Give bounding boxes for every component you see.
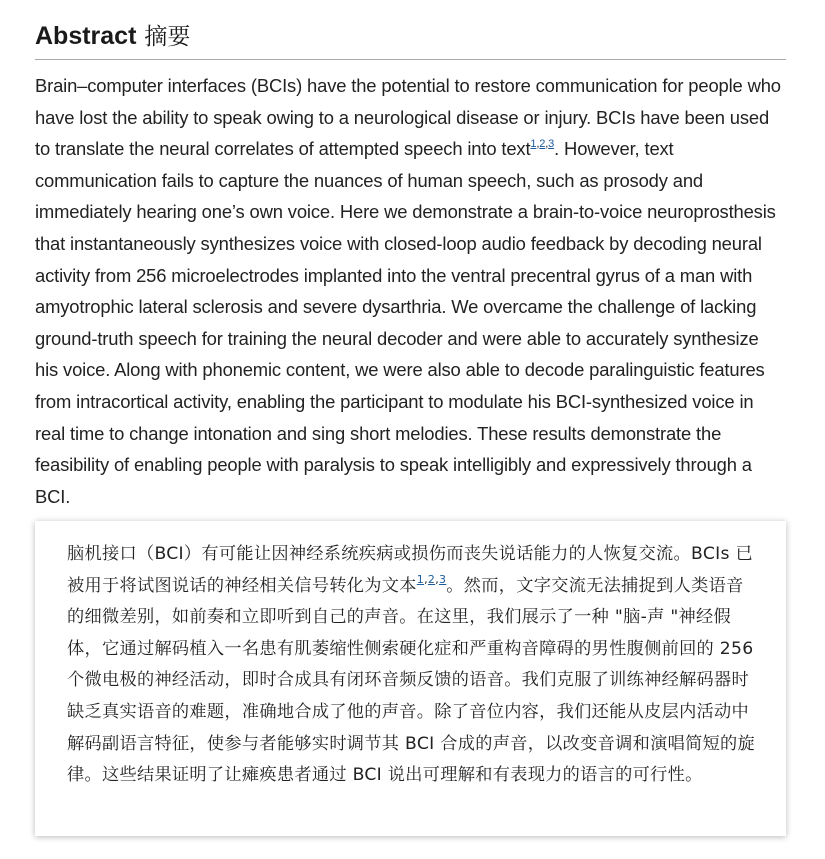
abstract-english-text-part2: . However, text communication fails to capture the nuances of human speech, such as prosody and immediately hearing one’s own voice. Here we demonstrate a brain-to-voice neuroprosthesis that instantaneously synthesizes voice with closed-loop audio feedback by decoding neural activity from 256 microelectrodes implanted into the ventral precentral gyrus of a man with amyotrophic lateral sclerosis and severe dysarthria. We overcame the challenge of lacking ground-truth speech for training the neural decoder and were able to accurately synthesize his voice. Along with phonemic content, we were also able to decode paralinguistic features from intracortical activity, enabling the participant to modulate his BCI-synthesized voice in real time to change intonation and sing short melodies. These results demonstrate the feasibility of enabling people with paralysis to speak intelligibly and expressively through a BCI. — [35, 138, 776, 507]
abstract-heading-english: Abstract — [35, 22, 137, 50]
chinese-reference-link-2[interactable]: 2 — [427, 572, 436, 586]
abstract-english-text-part1: Brain–computer interfaces (BCIs) have the potential to restore communication for people who have lost the ability to speak owing to a neurological disease or injury. BCIs have been used to translate the neural correlates of attempted speech into text — [35, 75, 781, 160]
abstract-heading — [35, 0, 786, 60]
abstract-english-paragraph — [35, 70, 786, 512]
chinese-reference-link-1[interactable]: 1 — [416, 572, 425, 586]
abstract-heading-chinese: 摘要 — [144, 24, 191, 50]
abstract-chinese-text-part2: 。然而，文字交流无法捕捉到人类语音的细微差别，如前奏和立即听到自己的声音。在这里，我们展示了一种 "脑-声 "神经假体，它通过解码植入一名患有肌萎缩性侧索硬化症和严重构音障碍的男性腹侧前回的 256 个微电极的神经活动，即时合成具有闭环音频反馈的语音。我们克服了训练神经解码器时缺乏真实语音的难题，准确地合成了他的声音。除了音位内容，我们还能从皮层内活动中解码副语言特征，使参与者能够实时调节其 BCI 合成的声音，以改变音调和演唱简短的旋律。这些结果证明了让瘫痪患者通过 BCI 说出可理解和有表现力的语言的可行性。 — [67, 575, 756, 786]
abstract-chinese-text-part1: 脑机接口（BCI）有可能让因神经系统疾病或损伤而丧失说话能力的人恢复交流。BCIs 已被用于将试图说话的神经相关信号转化为文本 — [67, 544, 754, 596]
reference-link-1[interactable]: 1 — [530, 138, 537, 151]
reference-link-3[interactable]: 3 — [548, 138, 555, 151]
abstract-english-body — [35, 60, 786, 512]
reference-citations: 1,2,3 — [530, 138, 555, 151]
article-abstract-section — [35, 0, 786, 786]
chinese-reference-citations: 1,2,3 — [416, 572, 447, 586]
chinese-translation-panel — [35, 521, 786, 836]
chinese-reference-link-3[interactable]: 3 — [438, 572, 447, 586]
reference-link-2[interactable]: 2 — [539, 138, 546, 151]
abstract-chinese-paragraph — [67, 539, 756, 792]
